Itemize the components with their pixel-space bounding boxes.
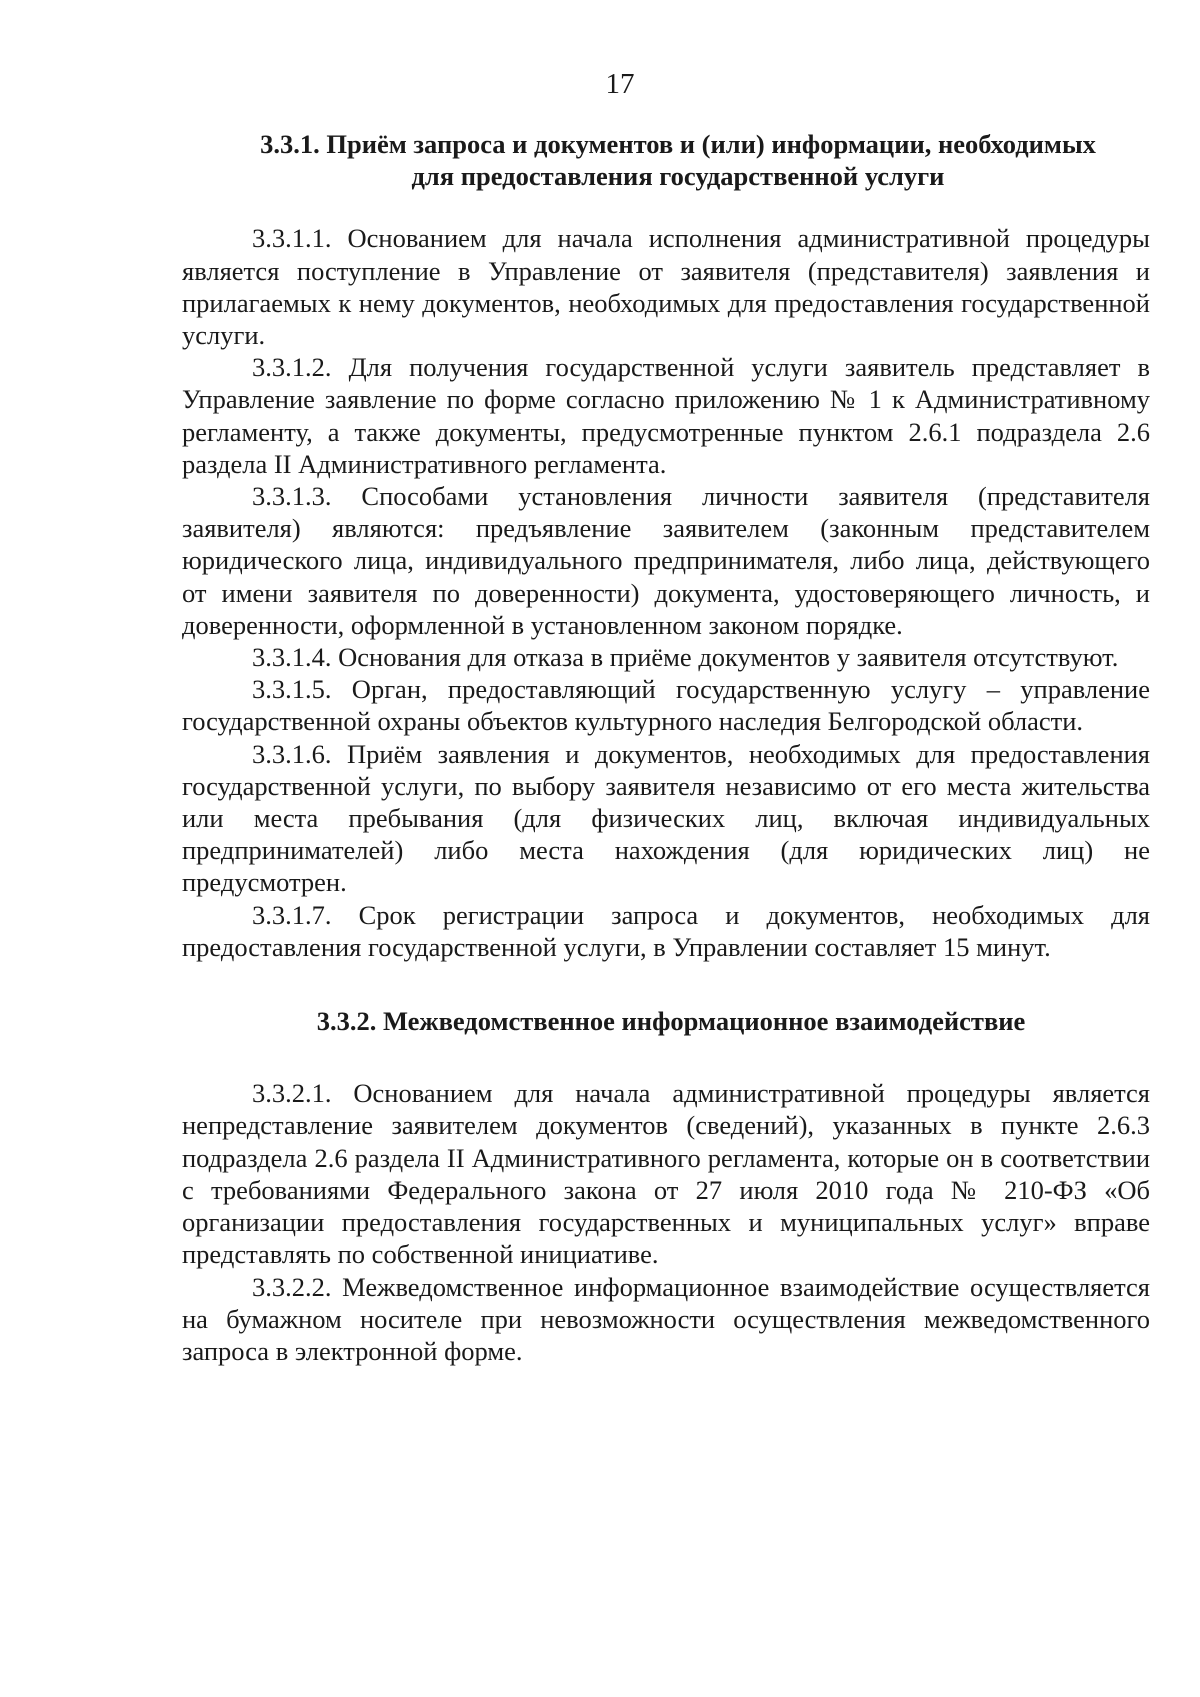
- paragraph-3-3-1-5: 3.3.1.5. Орган, предоставляющий государственную услугу – управление государственной охраны объектов культурного наследия Белгородской области.: [182, 674, 1150, 737]
- section-title-3-3-1-line-1: 3.3.1. Приём запроса и документов и (или) информации, необходимых: [260, 129, 1096, 159]
- paragraph-3-3-1-2: 3.3.1.2. Для получения государственной услуги заявитель представляет в Управление заявление по форме согласно приложению № 1 к Административному регламенту, а также документы, предусмотренные пунктом 2.6.1 подраздела 2.6 раздела II Административного регламента.: [182, 352, 1150, 479]
- paragraph-3-3-1-6: 3.3.1.6. Приём заявления и документов, необходимых для предоставления государственной услуги, по выбору заявителя независимо от его места жительства или места пребывания (для физических лиц, включая индивидуальных предпринимателей) либо места нахождения (для юридических лиц) не предусмотрен.: [182, 738, 1150, 898]
- paragraph-3-3-1-1: 3.3.1.1. Основанием для начала исполнения административной процедуры является поступление в Управление от заявителя (представителя) заявления и прилагаемых к нему документов, необходимых для предоставления государственной услуги.: [182, 223, 1150, 351]
- paragraph-3-3-1-7: 3.3.1.7. Срок регистрации запроса и документов, необходимых для предоставления государственной услуги, в Управлении составляет 15 минут.: [182, 899, 1150, 962]
- paragraph-3-3-2-2: 3.3.2.2. Межведомственное информационное взаимодействие осуществляется на бумажном носителе при невозможности осуществления межведомственного запроса в электронной форме.: [182, 1271, 1150, 1366]
- paragraph-3-3-1-3: 3.3.1.3. Способами установления личности заявителя (представителя заявителя) являются: предъявление заявителем (законным представителем юридического лица, индивидуального предпринимателя, либо лица, действующего от имени заявителя по доверенности) документа, удостоверяющего личность, и доверенности, оформленной в установленном законом порядке.: [182, 481, 1150, 640]
- paragraph-3-3-2-1: 3.3.2.1. Основанием для начала административной процедуры является непредставление заявителем документов (сведений), указанных в пункте 2.6.3 подраздела 2.6 раздела II Административного регламента, которые он в соответствии с требованиями Федерального закона от 27 июля 2010 года № 210-ФЗ «Об организации предоставления государственных и муниципальных услуг» вправе представлять по собственной инициативе.: [182, 1078, 1150, 1270]
- section-title-3-3-2: 3.3.2. Межведомственное информационное взаимодействие: [316, 1006, 1026, 1037]
- section-title-3-3-1-line-2: для предоставления государственной услуги: [411, 161, 945, 192]
- page-number: 17: [605, 68, 635, 100]
- page-content: [182, 128, 1150, 1367]
- paragraph-3-3-1-4: 3.3.1.4. Основания для отказа в приёме документов у заявителя отсутствуют.: [252, 642, 1119, 673]
- section-title-3-3-1: [182, 128, 1150, 192]
